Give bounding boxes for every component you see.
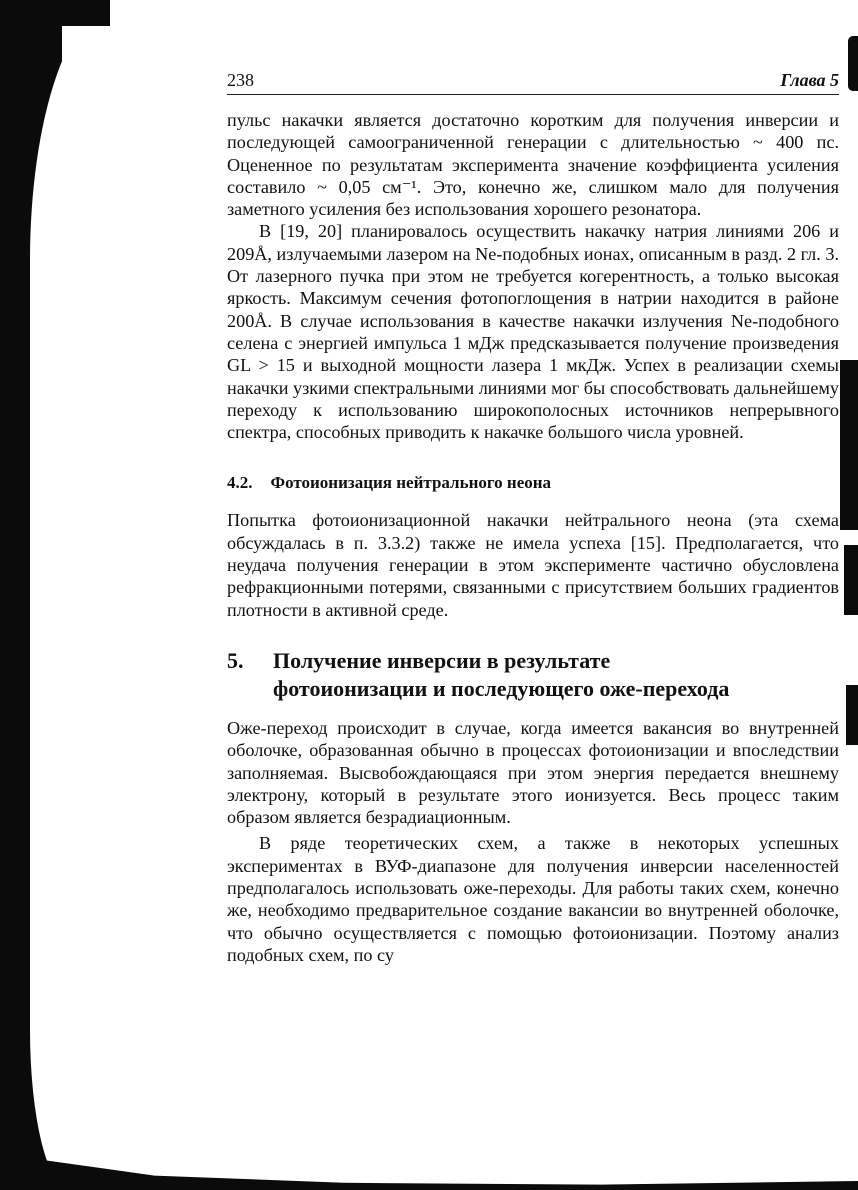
scan-mark-right (848, 36, 858, 91)
book-page (227, 70, 839, 966)
running-header (227, 70, 839, 95)
section-heading (227, 647, 839, 703)
scan-blotch-right (844, 545, 858, 615)
paragraph: В ряде теоретических схем, а также в некоторых успешных экспериментах в ВУФ-диапазоне для получения инверсии населенностей предполагалось использовать оже-переходы. Для работы таких схем, конечно же, необходимо предварительное создание вакансии во внутренней оболочке, что обычно осуществляется с помощью фотоионизации. Поэтому анализ подобных схем, по су (227, 833, 839, 965)
paragraph: пульс накачки является достаточно коротким для получения инверсии и последующей самоограниченной генерации с длительностью ~ 400 пс. Оцененное по результатам эксперимента значение коэффициента усиления составило ~ 0,05 см⁻¹. Это, конечно же, слишком мало для получения заметного усиления без использования хорошего резонатора. (227, 110, 839, 220)
paragraph: Попытка фотоионизационной накачки нейтрального неона (эта схема обсуждалась в п. 3.3.2) также не имела успеха [15]. Предполагается, что неудача получения генерации в этом эксперименте частично обусловлена рефракционными потерями, связанными с присутствием больших градиентов плотности в активной среде. (227, 510, 839, 620)
paragraph: Оже-переход происходит в случае, когда имеется вакансия во внутренней оболочке, образованная обычно в процессах фотоионизации и впоследствии заполняемая. Высвобождающаяся при этом энергия передается внешнему электрону, который в результате этого ионизуется. Весь процесс таким образом является безрадиационным. (227, 717, 839, 828)
subsection-number: 4.2. (227, 473, 253, 493)
scan-blotch-right (840, 360, 858, 530)
section-title-line: фотоионизации и последующего оже-перехода (273, 675, 730, 701)
section-number: 5. (227, 647, 244, 673)
paragraph: В [19, 20] планировалось осуществить накачку натрия линиями 206 и 209Å, излучаемыми лазером на Ne-подобных ионах, описанным в разд. 2 гл. 3. От лазерного пучка при этом не требуется когерентность, а только высокая яркость. Максимум сечения фотопоглощения в натрии находится в районе 200Å. В случае использования в качестве накачки излучения Ne-подобного селена с энергией импульса 1 мДж предсказывается получение произведения GL > 15 и выходной мощности лазера 1 мкДж. Успех в реализации схемы накачки узкими спектральными линиями мог бы способствовать дальнейшему переходу к использованию широкополосных источников непрерывного спектра, способных приводить к накачке большого числа уровней. (227, 221, 839, 443)
scan-border-top (0, 0, 110, 26)
scan-blotch-right (846, 685, 858, 745)
page-number: 238 (227, 70, 254, 90)
subsection-heading (227, 473, 839, 493)
section-title (273, 647, 729, 703)
subsection-title: Фотоионизация нейтрального неона (270, 473, 552, 493)
section-title-line: Получение инверсии в результате (273, 647, 611, 673)
scan-page-edge (30, 0, 150, 1190)
chapter-title: Глава 5 (780, 70, 839, 90)
